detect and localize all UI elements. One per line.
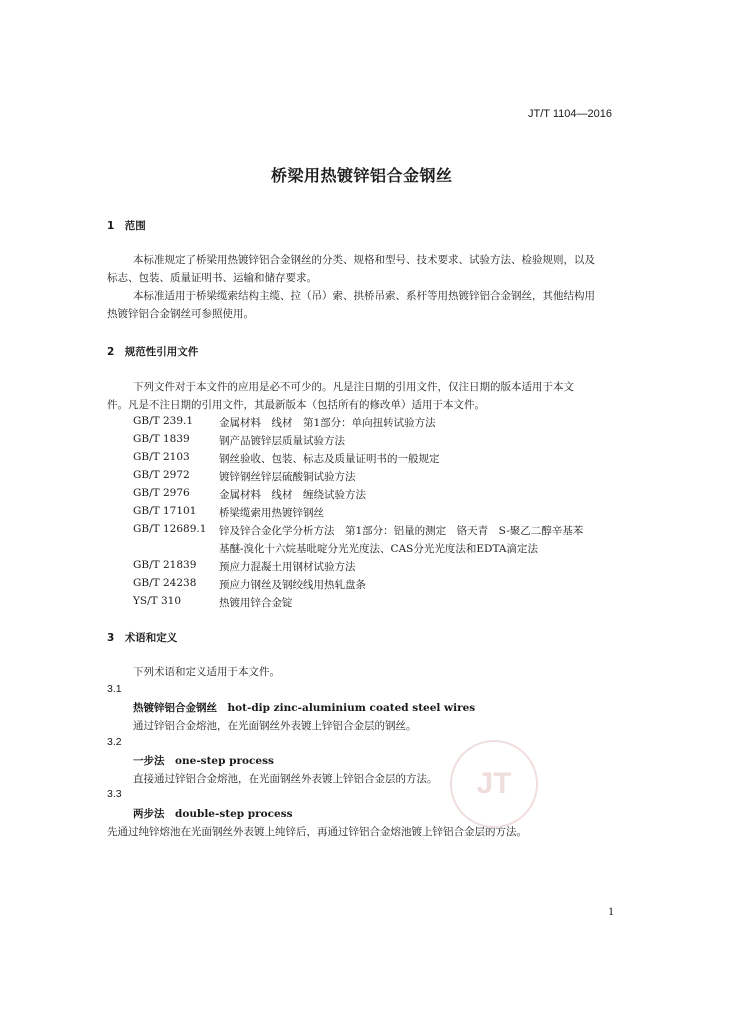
term-name: 一步法 one-step process	[133, 755, 274, 767]
term-name: 两步法 double-step process	[133, 808, 293, 820]
ref-code: GB/T 2972	[133, 469, 190, 481]
section-1-para-1-line-2: 标志、包装、质量证明书、运输和储存要求。	[107, 272, 317, 284]
section-2-heading: 2 规范性引用文件	[107, 346, 199, 358]
ref-title: 镀锌钢丝锌层硫酸铜试验方法	[219, 471, 356, 483]
ref-title: 金属材料 线材 第1部分：单向扭转试验方法	[219, 417, 436, 429]
page-number: 1	[608, 904, 614, 918]
ref-code: GB/T 12689.1	[133, 523, 207, 535]
section-3-heading: 3 术语和定义	[107, 632, 178, 644]
ref-title: 桥梁缆索用热镀锌钢丝	[219, 507, 324, 519]
ref-title-continued: 基醚-溴化十六烷基吡啶分光光度法、CAS分光光度法和EDTA滴定法	[219, 543, 538, 555]
ref-title: 钢丝验收、包装、标志及质量证明书的一般规定	[219, 453, 440, 465]
section-2-para-line-2: 件。凡是不注日期的引用文件，其最新版本（包括所有的修改单）适用于本文件。	[107, 399, 485, 411]
ref-code: GB/T 21839	[133, 559, 197, 571]
ref-title: 锌及锌合金化学分析方法 第1部分：铝量的测定 铬天青 S-聚乙二醇辛基苯	[219, 525, 584, 537]
ref-code: GB/T 2976	[133, 487, 190, 499]
ref-title: 钢产品镀锌层质量试验方法	[219, 435, 345, 447]
term-definition: 先通过纯锌熔池在光面钢丝外表镀上纯锌后，再通过锌铝合金熔池镀上锌铝合金层的方法。	[107, 826, 527, 838]
section-1-para-1-line-1: 本标准规定了桥梁用热镀锌铝合金钢丝的分类、规格和型号、技术要求、试验方法、检验规则，以及	[133, 254, 595, 266]
section-1-para-2-line-2: 热镀锌铝合金钢丝可参照使用。	[107, 308, 254, 320]
ref-title: 金属材料 线材 缠绕试验方法	[219, 489, 366, 501]
jt-watermark-logo: JT	[450, 740, 538, 828]
ref-code: GB/T 2103	[133, 451, 190, 463]
standard-number: JT/T 1104—2016	[528, 108, 612, 120]
ref-title: 热镀用锌合金锭	[219, 597, 293, 609]
term-number: 3.2	[107, 736, 122, 748]
term-definition: 直接通过锌铝合金熔池，在光面钢丝外表镀上锌铝合金层的方法。	[133, 773, 438, 785]
term-definition: 通过锌铝合金熔池，在光面钢丝外表镀上锌铝合金层的钢丝。	[133, 720, 417, 732]
ref-title: 预应力钢丝及钢绞线用热轧盘条	[219, 579, 366, 591]
ref-code: GB/T 1839	[133, 433, 190, 445]
ref-title: 预应力混凝土用钢材试验方法	[219, 561, 356, 573]
term-number: 3.1	[107, 683, 122, 695]
document-title: 桥梁用热镀锌铝合金钢丝	[271, 166, 453, 185]
ref-code: GB/T 17101	[133, 505, 197, 517]
term-name: 热镀锌铝合金钢丝 hot-dip zinc-aluminium coated steel wires	[133, 702, 476, 714]
ref-code: GB/T 24238	[133, 577, 197, 589]
section-1-heading: 1 范围	[107, 220, 146, 232]
section-2-para-line-1: 下列文件对于本文件的应用是必不可少的。凡是注日期的引用文件，仅注日期的版本适用于本文	[133, 381, 574, 393]
section-1-para-2-line-1: 本标准适用于桥梁缆索结构主缆、拉（吊）索、拱桥吊索、系杆等用热镀锌铝合金钢丝，其他结构用	[133, 290, 595, 302]
section-3-intro: 下列术语和定义适用于本文件。	[133, 666, 280, 678]
term-number: 3.3	[107, 788, 122, 800]
ref-code: GB/T 239.1	[133, 415, 194, 427]
ref-code: YS/T 310	[133, 595, 182, 607]
